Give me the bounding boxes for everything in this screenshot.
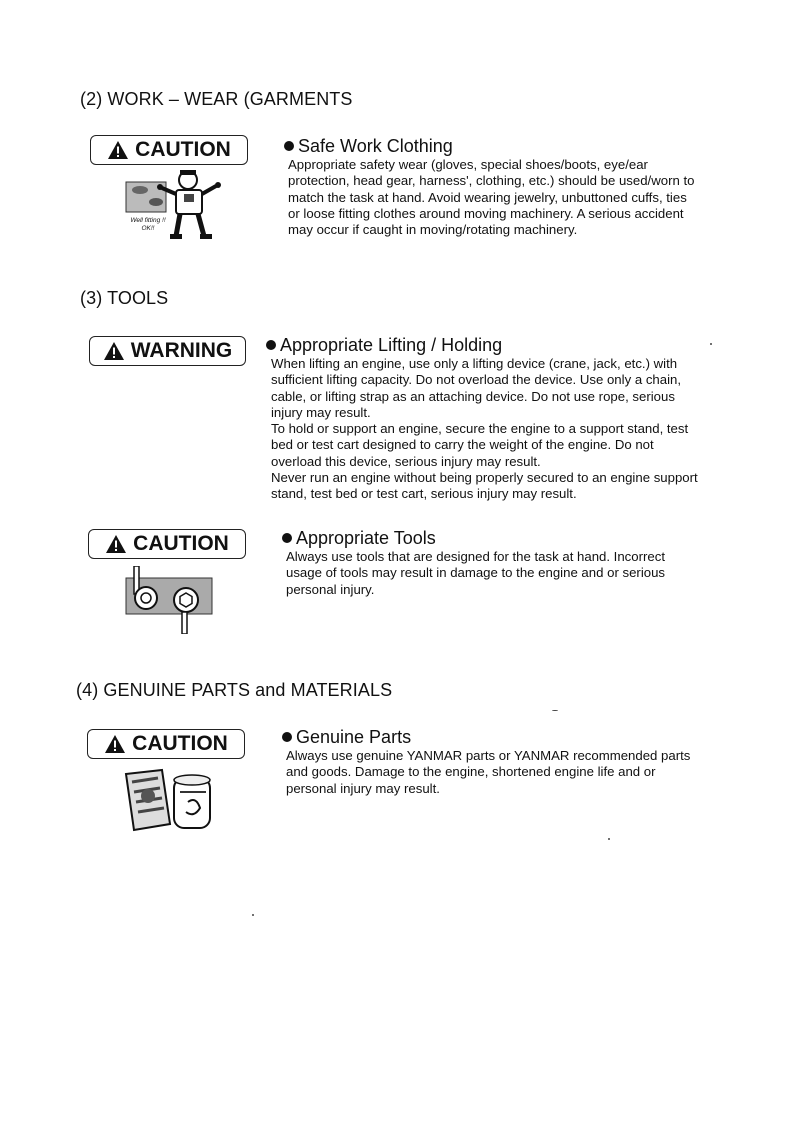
warning-triangle-icon — [104, 734, 126, 754]
scan-speck — [608, 838, 610, 840]
item-body: Always use genuine YANMAR parts or YANMAR recommended parts and goods. Damage to the engine, shortened engine life and or personal injury may result. — [286, 748, 691, 796]
safe-work-clothing-item — [284, 136, 744, 238]
item-title: Safe Work Clothing — [298, 136, 453, 156]
scan-speck — [552, 710, 558, 711]
caution-label: CAUTION — [132, 732, 228, 755]
safe-clothing-illustration — [118, 168, 230, 244]
parts-package-icon — [122, 766, 218, 832]
genuine-parts-illustration — [122, 766, 218, 832]
item-title: Appropriate Tools — [296, 528, 436, 548]
lifting-holding-item — [266, 335, 746, 503]
item-body: Always use tools that are designed for the task at hand. Incorrect usage of tools may result in damage to the engine and or serious personal injury. — [286, 549, 666, 597]
caution-label: CAUTION — [135, 138, 231, 161]
section-heading-work-wear: (2) WORK – WEAR (GARMENTS — [80, 89, 353, 109]
section-heading-genuine-parts: (4) GENUINE PARTS and MATERIALS — [76, 680, 393, 700]
scan-speck — [710, 343, 712, 345]
item-title: Appropriate Lifting / Holding — [280, 335, 503, 355]
bullet-icon — [282, 533, 292, 543]
warning-sign — [89, 336, 246, 366]
caution-sign — [90, 135, 248, 165]
warning-triangle-icon — [103, 341, 125, 361]
wrench-illustration — [124, 566, 214, 634]
section-heading-tools: (3) TOOLS — [80, 288, 169, 308]
item-title: Genuine Parts — [296, 727, 412, 747]
item-body: When lifting an engine, use only a lifting device (crane, jack, etc.) with sufficient lifting capacity. Do not overload the device. Use only a chain, cable, or lifting strap as an attaching device. Do not use rope, serious injury may result. To hold or support an engine, secure the engine to a support stand, test bed or test cart designed to carry the weight of the engine. Do not overload this device, serious injury may result. Never run an engine without being properly secured to an engine support stand, test bed or test cart, serious injury may result. — [271, 356, 698, 502]
appropriate-tools-item — [282, 528, 742, 598]
caution-sign — [88, 529, 246, 559]
bullet-icon — [266, 340, 276, 350]
bullet-icon — [284, 141, 294, 151]
warning-label: WARNING — [130, 339, 233, 362]
caution-sign — [87, 729, 245, 759]
item-body: Appropriate safety wear (gloves, special shoes/boots, eye/ear protection, head gear, harness', clothing, etc.) should be used/worn to match the task at hand. Avoid wearing jewelry, unbuttoned cuffs, ties or loose fitting clothes around moving machinery. A serious accident may occur if caught in moving/rotating machinery. — [288, 157, 695, 238]
warning-triangle-icon — [105, 534, 127, 554]
genuine-parts-item — [282, 727, 742, 797]
caution-label: CAUTION — [133, 532, 229, 555]
illustration-caption: Well fitting !! OK!! — [130, 217, 166, 232]
wrench-icon — [124, 566, 214, 634]
warning-triangle-icon — [107, 140, 129, 160]
bullet-icon — [282, 732, 292, 742]
scan-speck — [252, 914, 254, 916]
